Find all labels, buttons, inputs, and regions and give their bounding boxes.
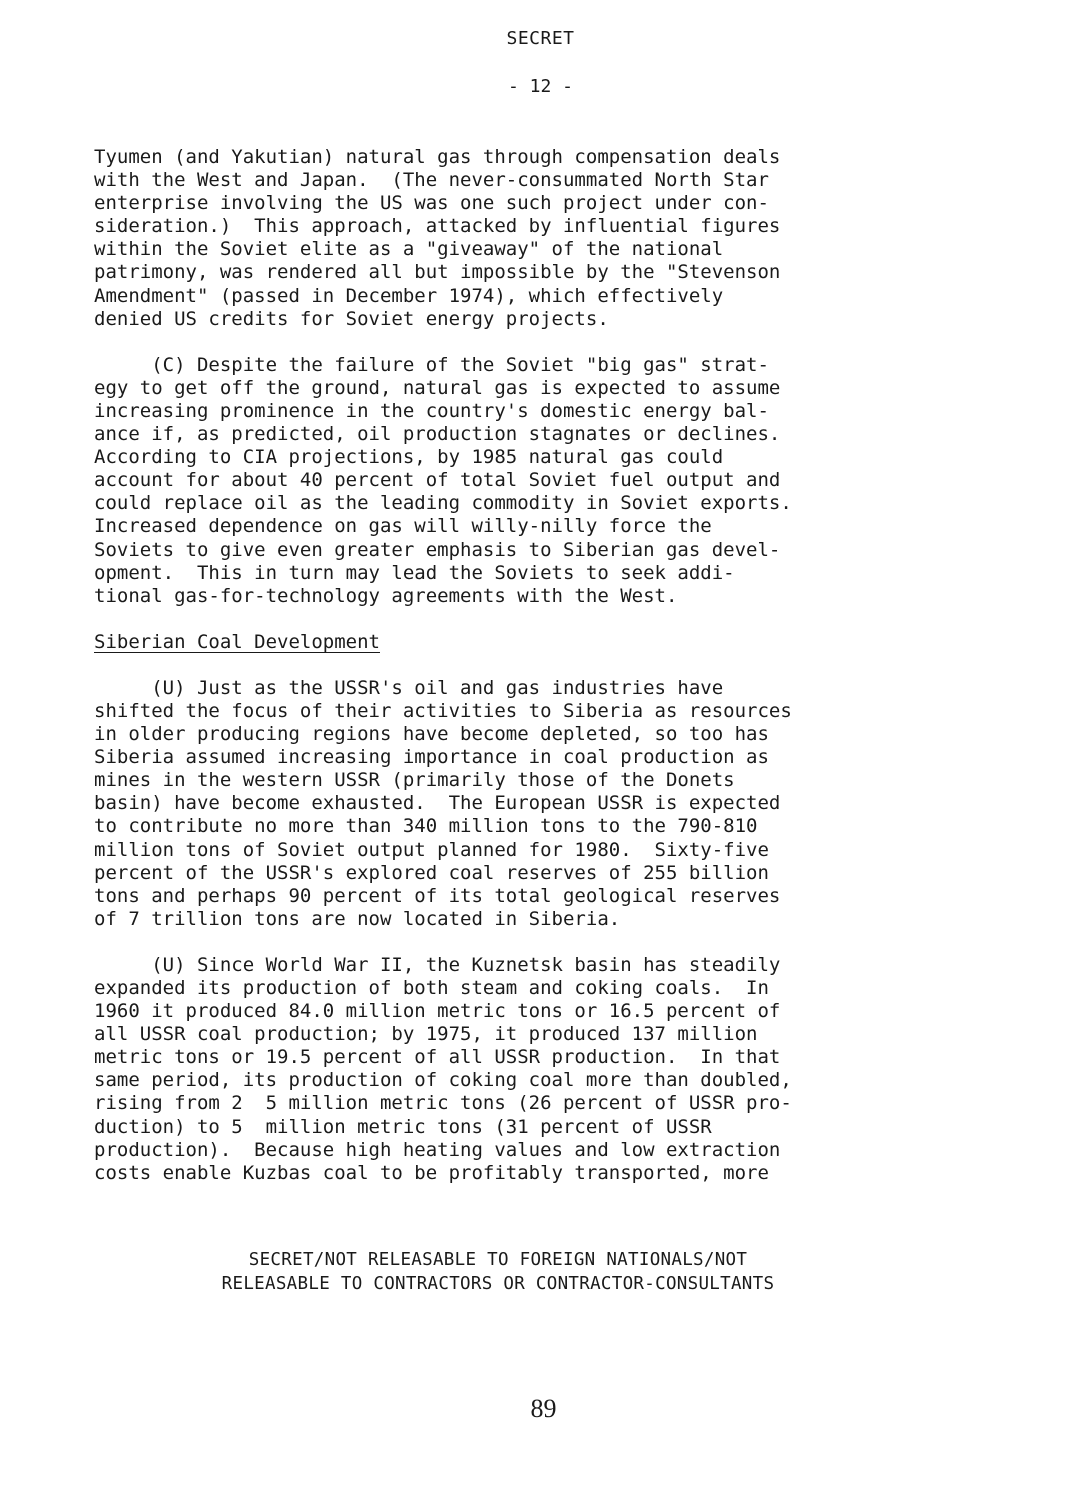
page-number: - 12 - <box>507 76 574 97</box>
text-line: According to CIA projections, by 1985 natural gas could <box>94 446 724 469</box>
text-line: increasing prominence in the country's domestic energy bal- <box>94 399 769 422</box>
text-line: sideration.) This approach, attacked by influential figures <box>94 215 781 238</box>
text-line: basin) have become exhausted. The European USSR is expected <box>94 792 781 815</box>
text-line: egy to get off the ground, natural gas is expected to assume <box>94 376 781 399</box>
paragraph-gas-outlook <box>94 354 954 608</box>
text-line: all USSR coal production; by 1975, it produced 137 million <box>94 1023 758 1046</box>
text-line: metric tons or 19.5 percent of all USSR production. In that <box>94 1046 781 1069</box>
text-line: Soviets to give even greater emphasis to Siberian gas devel- <box>94 538 781 561</box>
section-heading: Siberian Coal Development <box>94 630 380 653</box>
text-line: same period, its production of coking coal more than doubled, <box>94 1069 792 1092</box>
text-line: percent of the USSR's explored coal reserves of 255 billion <box>94 861 769 884</box>
text-line: within the Soviet elite as a "giveaway" of the national <box>94 238 724 261</box>
text-line: mines in the western USSR (primarily those of the Donets <box>94 769 735 792</box>
top-classification-marking: SECRET <box>506 28 575 49</box>
text-line: Increased dependence on gas will willy-nilly force the <box>94 515 712 538</box>
text-line: to contribute no more than 340 million tons to the 790-810 <box>94 815 758 838</box>
text-line: expanded its production of both steam and coking coals. In <box>94 977 769 999</box>
text-line: million tons of Soviet output planned for 1980. Sixty-five <box>94 838 769 861</box>
text-line: with the West and Japan. (The never-consummated North Star <box>94 169 769 192</box>
text-line: shifted the focus of their activities to Siberia as resources <box>94 699 792 722</box>
text-line: ance if, as predicted, oil production stagnates or declines. <box>94 423 781 446</box>
classification-line: SECRET/NOT RELEASABLE TO FOREIGN NATIONALS/NOT <box>248 1250 748 1270</box>
bottom-classification-marking <box>118 1248 878 1296</box>
text-line: patrimony, was rendered all but impossible by the "Stevenson <box>94 261 781 284</box>
text-line: duction) to 5 million metric tons (31 percent of USSR <box>94 1115 712 1138</box>
text-line: tional gas-for-technology agreements with the West. <box>94 584 678 607</box>
text-line: opment. This in turn may lead the Soviets to seek addi- <box>94 561 735 584</box>
text-line: Amendment" (passed in December 1974), which effectively <box>94 284 724 307</box>
classification-line: RELEASABLE TO CONTRACTORS OR CONTRACTOR-CONSULTANTS <box>221 1274 775 1294</box>
text-line: costs enable Kuzbas coal to be profitably transported, more <box>94 1161 769 1184</box>
text-line: in older producing regions have become depleted, so too has <box>94 723 769 746</box>
text-line: could replace oil as the leading commodity in Soviet exports. <box>94 492 792 515</box>
text-line: 1960 it produced 84.0 million metric tons or 16.5 percent of <box>94 1000 781 1023</box>
folio-number: 89 <box>530 1394 557 1423</box>
text-line: account for about 40 percent of total Soviet fuel output and <box>94 469 781 492</box>
text-line: enterprise involving the US was one such project under con- <box>94 192 769 215</box>
text-line: production). Because high heating values and low extraction <box>94 1138 781 1161</box>
text-line: rising from 2 5 million metric tons (26 percent of USSR pro- <box>94 1092 792 1115</box>
paragraph-kuznetsk-basin <box>94 954 954 1185</box>
paragraph-coal-shift <box>94 677 954 931</box>
text-line: Tyumen (and Yakutian) natural gas through compensation deals <box>94 146 781 168</box>
text-line: (U) Since World War II, the Kuznetsk basin has steadily <box>94 953 781 976</box>
text-line: of 7 trillion tons are now located in Siberia. <box>94 907 621 930</box>
text-line: (C) Despite the failure of the Soviet "big gas" strat- <box>94 353 769 376</box>
text-line: Siberia assumed increasing importance in coal production as <box>94 746 769 769</box>
text-line: (U) Just as the USSR's oil and gas industries have <box>94 676 724 699</box>
text-line: denied US credits for Soviet energy projects. <box>94 307 609 330</box>
document-body <box>94 146 954 1208</box>
text-line: tons and perhaps 90 percent of its total geological reserves <box>94 884 781 907</box>
paragraph-continued-text <box>94 146 954 331</box>
